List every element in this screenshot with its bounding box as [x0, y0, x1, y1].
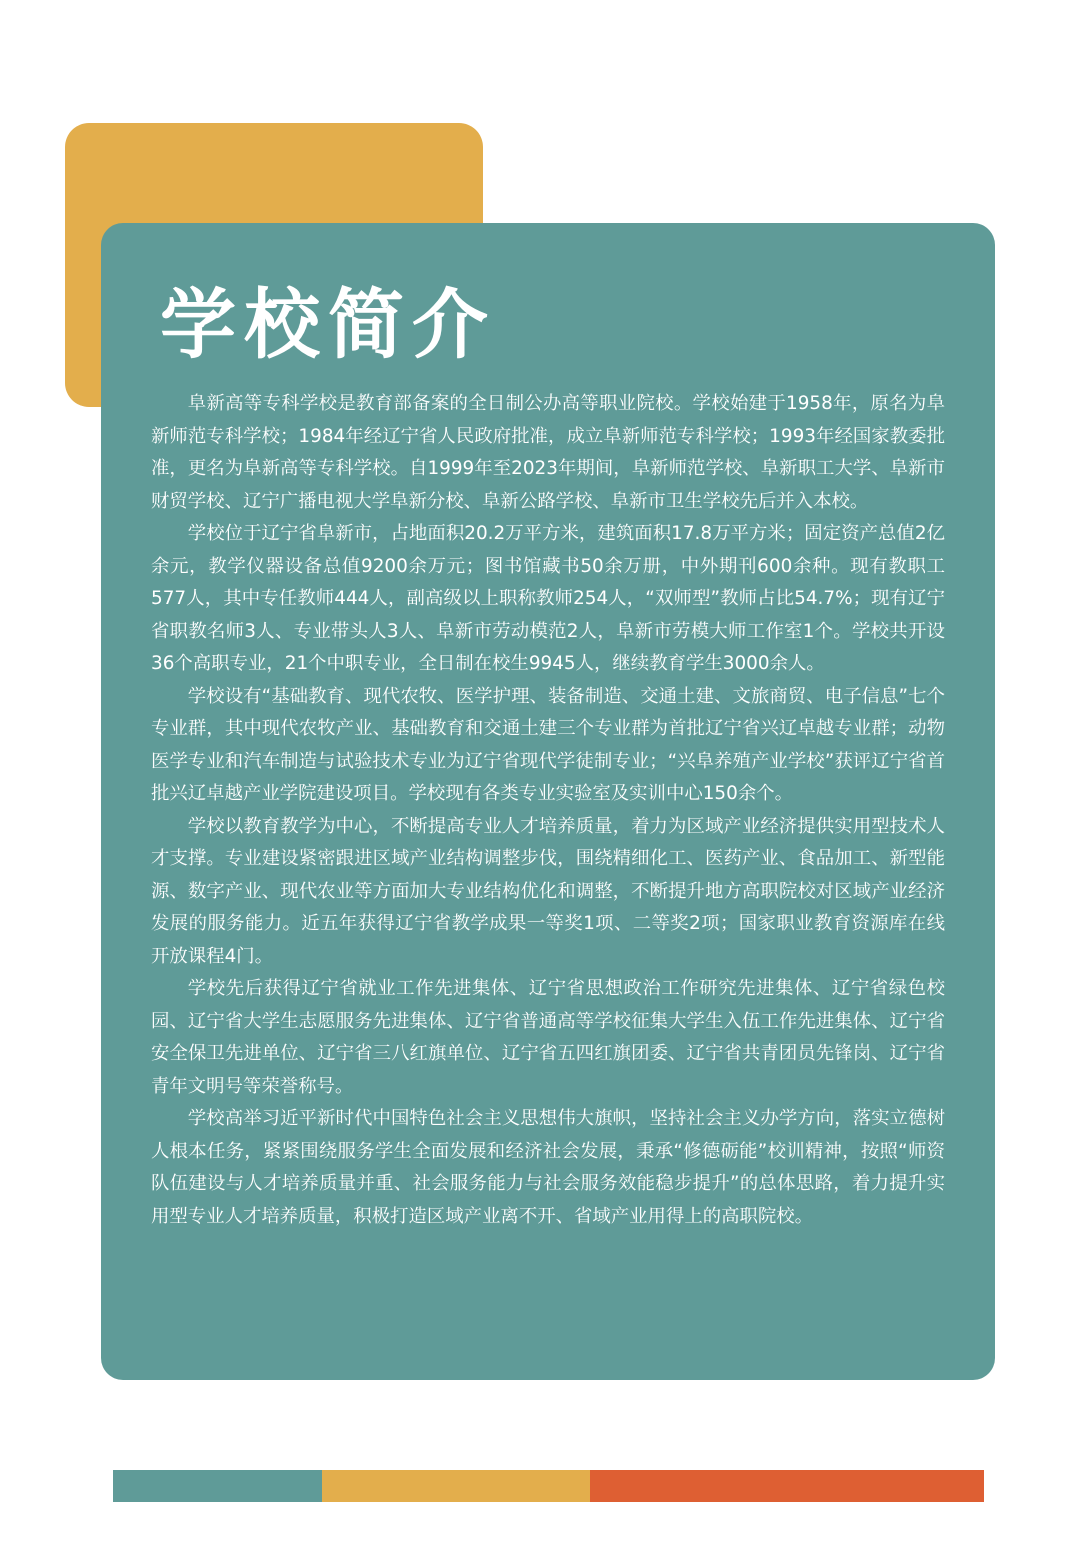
paragraph-teaching: 学校以教育教学为中心，不断提高专业人才培养质量，着力为区域产业经济提供实用型技术人才支撑。专业建设紧密跟进区域产业结构调整步伐，围绕精细化工、医药产业、食品加工、新型能源、数字产业、现代农业等方面加大专业结构优化和调整，不断提升地方高职院校对区域产业经济发展的服务能力。近五年获得辽宁省教学成果一等奖1项、二等奖2项；国家职业教育资源库在线开放课程4门。 [151, 815, 945, 967]
page-title: 学校简介 [160, 280, 496, 369]
paragraph-honors: 学校先后获得辽宁省就业工作先进集体、辽宁省思想政治工作研究先进集体、辽宁省绿色校园、辽宁省大学生志愿服务先进集体、辽宁省普通高等学校征集大学生入伍工作先进集体、辽宁省安全保卫先进单位、辽宁省三八红旗单位、辽宁省五四红旗团委、辽宁省共青团员先锋岗、辽宁省青年文明号等荣誉称号。 [151, 978, 945, 1097]
paragraph-facilities: 学校位于辽宁省阜新市，占地面积20.2万平方米，建筑面积17.8万平方米；固定资产总值2亿余元，教学仪器设备总值9200余万元；图书馆藏书50余万册，中外期刊600余种。现有教职工577人，其中专任教师444人，副高级以上职称教师254人，“双师型”教师占比54.7%；现有辽宁省职教名师3人、专业带头人3人、阜新市劳动模范2人，阜新市劳模大师工作室1个。学校共开设36个高职专业，21个中职专业，全日制在校生9945人，继续教育学生3000余人。 [151, 523, 945, 674]
footer-bar-yellow [322, 1470, 590, 1502]
paragraph-programs: 学校设有“基础教育、现代农牧、医学护理、装备制造、交通土建、文旅商贸、电子信息”七个专业群，其中现代农牧产业、基础教育和交通土建三个专业群为首批辽宁省兴辽卓越专业群；动物医学专业和汽车制造与试验技术专业为辽宁省现代学徒制专业；“兴阜养殖产业学校”获评辽宁省首批兴辽卓越产业学院建设项目。学校现有各类专业实验室及实训中心150余个。 [151, 685, 945, 804]
footer-bar-teal [113, 1470, 322, 1502]
intro-body [151, 388, 945, 1233]
paragraph-history: 阜新高等专科学校是教育部备案的全日制公办高等职业院校。学校始建于1958年，原名为阜新师范专科学校；1984年经辽宁省人民政府批准，成立阜新师范专科学校；1993年经国家教委批准，更名为阜新高等专科学校。自1999年至2023年期间，阜新师范学校、阜新职工大学、阜新市财贸学校、辽宁广播电视大学阜新分校、阜新公路学校、阜新市卫生学校先后并入本校。 [151, 393, 945, 512]
paragraph-mission: 学校高举习近平新时代中国特色社会主义思想伟大旗帜，坚持社会主义办学方向，落实立德树人根本任务，紧紧围绕服务学生全面发展和经济社会发展，秉承“修德砺能”校训精神，按照“师资队伍建设与人才培养质量并重、社会服务能力与社会服务效能稳步提升”的总体思路，着力提升实用型专业人才培养质量，积极打造区域产业离不开、省域产业用得上的高职院校。 [151, 1108, 945, 1227]
footer-bar-orange [590, 1470, 984, 1502]
